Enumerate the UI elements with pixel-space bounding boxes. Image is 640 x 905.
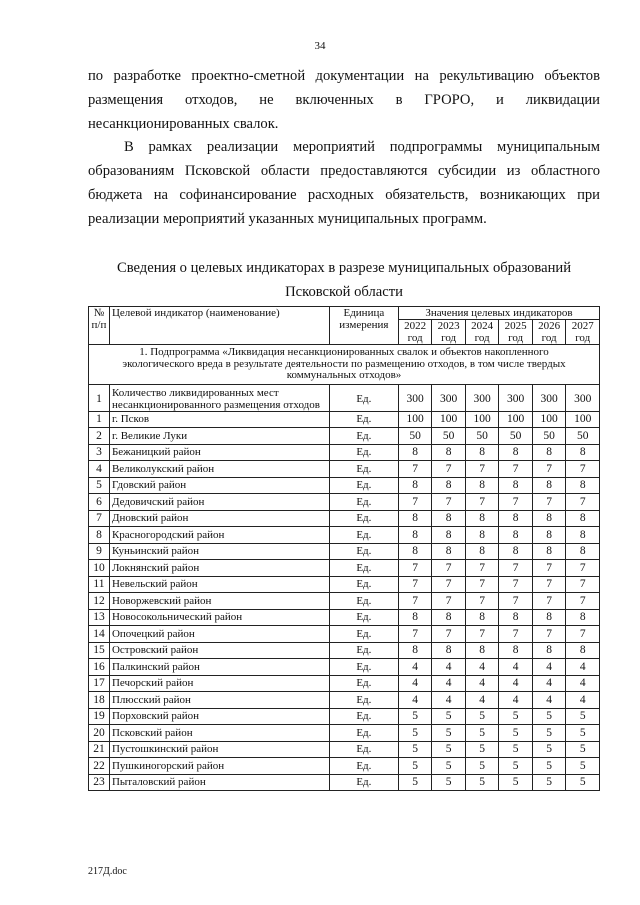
row-number: 2	[89, 428, 110, 445]
row-value: 5	[566, 708, 600, 725]
row-number: 13	[89, 609, 110, 626]
row-number: 14	[89, 626, 110, 643]
row-value: 5	[432, 708, 466, 725]
row-value: 7	[465, 593, 499, 610]
row-indicator: Опочецкий район	[109, 626, 329, 643]
row-unit: Ед.	[329, 477, 398, 494]
row-value: 7	[465, 461, 499, 478]
row-value: 4	[566, 692, 600, 709]
row-value: 4	[465, 659, 499, 676]
row-value: 7	[499, 494, 533, 511]
row-number: 17	[89, 675, 110, 692]
row-unit: Ед.	[329, 659, 398, 676]
row-indicator: Пыталовский район	[109, 774, 329, 791]
row-value: 7	[432, 576, 466, 593]
row-number: 23	[89, 774, 110, 791]
row-value: 4	[499, 692, 533, 709]
row-value: 300	[499, 384, 533, 411]
row-value: 4	[432, 692, 466, 709]
row-number: 3	[89, 444, 110, 461]
row-indicator: Новосокольнический район	[109, 609, 329, 626]
row-number: 15	[89, 642, 110, 659]
row-unit: Ед.	[329, 642, 398, 659]
table-row	[89, 725, 600, 742]
row-value: 7	[499, 461, 533, 478]
row-value: 5	[499, 708, 533, 725]
row-value: 100	[465, 411, 499, 428]
table-row	[89, 477, 600, 494]
row-value: 7	[432, 593, 466, 610]
row-value: 7	[432, 494, 466, 511]
row-value: 7	[465, 576, 499, 593]
row-value: 5	[465, 774, 499, 791]
row-value: 5	[465, 708, 499, 725]
row-value: 4	[532, 659, 566, 676]
row-value: 5	[465, 758, 499, 775]
row-value: 50	[499, 428, 533, 445]
row-value: 100	[566, 411, 600, 428]
row-indicator: Локнянский район	[109, 560, 329, 577]
row-value: 8	[398, 642, 432, 659]
row-value: 4	[432, 675, 466, 692]
row-value: 8	[499, 543, 533, 560]
row-indicator: Пустошкинский район	[109, 741, 329, 758]
row-value: 300	[398, 384, 432, 411]
row-value: 100	[499, 411, 533, 428]
row-value: 7	[532, 494, 566, 511]
table-row	[89, 774, 600, 791]
row-value: 7	[532, 461, 566, 478]
row-value: 5	[532, 758, 566, 775]
row-value: 5	[465, 741, 499, 758]
table-row	[89, 626, 600, 643]
row-value: 8	[566, 527, 600, 544]
row-number: 9	[89, 543, 110, 560]
row-value: 8	[398, 477, 432, 494]
row-value: 7	[465, 560, 499, 577]
row-value: 8	[499, 477, 533, 494]
table-row	[89, 758, 600, 775]
paragraph-1: по разработке проектно-сметной документации на рекультивацию объектов размещения отходов, не включенных в ГРОРО, и ликвидации несанкционированных свалок.	[88, 68, 600, 132]
row-unit: Ед.	[329, 510, 398, 527]
table-row	[89, 708, 600, 725]
row-value: 4	[532, 692, 566, 709]
row-value: 50	[432, 428, 466, 445]
row-value: 7	[465, 494, 499, 511]
table-row	[89, 675, 600, 692]
row-value: 8	[566, 609, 600, 626]
row-value: 7	[499, 560, 533, 577]
table-row	[89, 642, 600, 659]
row-value: 50	[532, 428, 566, 445]
row-number: 20	[89, 725, 110, 742]
row-value: 8	[499, 642, 533, 659]
row-value: 300	[566, 384, 600, 411]
row-value: 8	[398, 609, 432, 626]
row-value: 8	[566, 477, 600, 494]
row-value: 8	[465, 527, 499, 544]
table-row	[89, 692, 600, 709]
row-unit: Ед.	[329, 758, 398, 775]
row-value: 5	[532, 741, 566, 758]
row-value: 8	[566, 642, 600, 659]
row-unit: Ед.	[329, 461, 398, 478]
row-value: 4	[465, 675, 499, 692]
row-value: 7	[465, 626, 499, 643]
row-indicator: Плюсский район	[109, 692, 329, 709]
row-value: 7	[398, 576, 432, 593]
row-value: 8	[398, 510, 432, 527]
row-value: 8	[465, 477, 499, 494]
row-unit: Ед.	[329, 725, 398, 742]
row-number: 19	[89, 708, 110, 725]
row-value: 5	[566, 774, 600, 791]
row-value: 100	[532, 411, 566, 428]
row-value: 300	[465, 384, 499, 411]
row-value: 5	[432, 741, 466, 758]
row-unit: Ед.	[329, 576, 398, 593]
row-value: 7	[566, 560, 600, 577]
row-value: 5	[566, 758, 600, 775]
row-number: 22	[89, 758, 110, 775]
row-value: 8	[532, 609, 566, 626]
header-indicator: Целевой индикатор (наименование)	[109, 307, 329, 345]
row-value: 5	[398, 774, 432, 791]
table-row	[89, 411, 600, 428]
row-value: 8	[432, 543, 466, 560]
section-title: 1. Подпрограмма «Ликвидация несанкционированных свалок и объектов накопленного экологического вреда в результате деятельности по размещению отходов, в том числе твердых коммунальных отходов»	[89, 345, 600, 385]
row-value: 8	[465, 543, 499, 560]
table-row	[89, 659, 600, 676]
row-value: 4	[465, 692, 499, 709]
row-value: 5	[566, 725, 600, 742]
table-row	[89, 576, 600, 593]
row-value: 8	[398, 543, 432, 560]
file-name: 217Д.doc	[88, 866, 127, 877]
row-number: 8	[89, 527, 110, 544]
row-value: 5	[532, 725, 566, 742]
table-row	[89, 384, 600, 411]
row-value: 7	[566, 494, 600, 511]
row-indicator: Бежаницкий район	[109, 444, 329, 461]
row-number: 1	[89, 384, 110, 411]
table-row	[89, 461, 600, 478]
row-value: 7	[566, 626, 600, 643]
row-value: 8	[398, 527, 432, 544]
row-value: 5	[398, 725, 432, 742]
row-value: 5	[532, 774, 566, 791]
header-number: № п/п	[89, 307, 110, 345]
row-value: 8	[465, 642, 499, 659]
row-value: 8	[532, 543, 566, 560]
row-number: 16	[89, 659, 110, 676]
row-value: 5	[499, 741, 533, 758]
row-indicator: Невельский район	[109, 576, 329, 593]
row-unit: Ед.	[329, 774, 398, 791]
row-value: 5	[532, 708, 566, 725]
row-value: 5	[432, 774, 466, 791]
row-unit: Ед.	[329, 411, 398, 428]
row-value: 8	[566, 543, 600, 560]
row-number: 18	[89, 692, 110, 709]
row-value: 8	[566, 510, 600, 527]
row-value: 100	[432, 411, 466, 428]
row-number: 7	[89, 510, 110, 527]
row-value: 4	[432, 659, 466, 676]
table-row	[89, 741, 600, 758]
row-value: 5	[465, 725, 499, 742]
row-value: 300	[532, 384, 566, 411]
row-value: 8	[566, 444, 600, 461]
row-value: 8	[532, 642, 566, 659]
row-unit: Ед.	[329, 593, 398, 610]
row-number: 11	[89, 576, 110, 593]
row-value: 5	[398, 741, 432, 758]
row-value: 7	[432, 626, 466, 643]
row-value: 8	[499, 527, 533, 544]
row-value: 8	[432, 642, 466, 659]
row-value: 5	[566, 741, 600, 758]
row-unit: Ед.	[329, 692, 398, 709]
table-row	[89, 510, 600, 527]
table-row	[89, 593, 600, 610]
header-year: 2023 год	[432, 320, 466, 345]
row-value: 8	[532, 527, 566, 544]
row-indicator: Куньинский район	[109, 543, 329, 560]
table-row	[89, 560, 600, 577]
row-value: 4	[566, 659, 600, 676]
row-indicator: Пушкиногорский район	[109, 758, 329, 775]
row-unit: Ед.	[329, 560, 398, 577]
row-value: 7	[398, 626, 432, 643]
row-value: 4	[566, 675, 600, 692]
row-number: 12	[89, 593, 110, 610]
row-number: 5	[89, 477, 110, 494]
table-row	[89, 609, 600, 626]
row-value: 5	[432, 725, 466, 742]
row-unit: Ед.	[329, 626, 398, 643]
row-value: 5	[499, 774, 533, 791]
header-values: Значения целевых индикаторов	[398, 307, 599, 320]
row-indicator: Красногородский район	[109, 527, 329, 544]
row-indicator: Палкинский район	[109, 659, 329, 676]
row-indicator: Порховский район	[109, 708, 329, 725]
header-year: 2026 год	[532, 320, 566, 345]
row-value: 8	[499, 609, 533, 626]
row-indicator: Количество ликвидированных мест несанкционированного размещения отходов	[109, 384, 329, 411]
row-value: 8	[532, 477, 566, 494]
row-value: 4	[532, 675, 566, 692]
row-unit: Ед.	[329, 428, 398, 445]
row-value: 7	[432, 560, 466, 577]
row-unit: Ед.	[329, 609, 398, 626]
row-unit: Ед.	[329, 527, 398, 544]
row-value: 8	[432, 527, 466, 544]
row-value: 7	[499, 576, 533, 593]
row-value: 8	[532, 444, 566, 461]
row-value: 50	[566, 428, 600, 445]
row-indicator: Псковский район	[109, 725, 329, 742]
row-unit: Ед.	[329, 384, 398, 411]
row-unit: Ед.	[329, 444, 398, 461]
row-value: 4	[499, 675, 533, 692]
table-heading: Сведения о целевых индикаторах в разрезе муниципальных образований Псковской области	[116, 260, 572, 300]
row-indicator: г. Великие Луки	[109, 428, 329, 445]
row-indicator: Гдовский район	[109, 477, 329, 494]
row-number: 4	[89, 461, 110, 478]
row-value: 7	[566, 461, 600, 478]
row-number: 6	[89, 494, 110, 511]
row-value: 7	[566, 576, 600, 593]
row-value: 5	[398, 708, 432, 725]
row-value: 7	[532, 626, 566, 643]
row-value: 8	[432, 477, 466, 494]
row-unit: Ед.	[329, 741, 398, 758]
row-value: 7	[398, 461, 432, 478]
row-value: 7	[532, 560, 566, 577]
row-value: 7	[499, 593, 533, 610]
row-value: 100	[398, 411, 432, 428]
row-number: 1	[89, 411, 110, 428]
row-unit: Ед.	[329, 708, 398, 725]
indicators-table	[88, 306, 600, 791]
row-indicator: Дновский район	[109, 510, 329, 527]
row-value: 7	[432, 461, 466, 478]
page-number: 34	[314, 40, 326, 52]
row-value: 4	[398, 692, 432, 709]
row-value: 5	[499, 758, 533, 775]
row-value: 50	[398, 428, 432, 445]
row-value: 300	[432, 384, 466, 411]
row-value: 4	[398, 675, 432, 692]
row-value: 8	[532, 510, 566, 527]
row-indicator: г. Псков	[109, 411, 329, 428]
row-indicator: Печорский район	[109, 675, 329, 692]
row-unit: Ед.	[329, 543, 398, 560]
row-value: 7	[398, 560, 432, 577]
table-row	[89, 527, 600, 544]
header-year: 2025 год	[499, 320, 533, 345]
row-value: 7	[532, 593, 566, 610]
row-value: 5	[432, 758, 466, 775]
paragraph-2: В рамках реализации мероприятий подпрограммы муниципальным образованиям Псковской области предоставляются субсидии из областного бюджета на софинансирование расходных обязательств, возникающих при реализации мероприятий указанных муниципальных программ.	[88, 139, 600, 227]
row-value: 8	[465, 609, 499, 626]
table-row	[89, 428, 600, 445]
row-number: 21	[89, 741, 110, 758]
table-row	[89, 543, 600, 560]
header-year: 2024 год	[465, 320, 499, 345]
row-value: 8	[398, 444, 432, 461]
header-unit: Единица измерения	[329, 307, 398, 345]
row-value: 50	[465, 428, 499, 445]
row-value: 8	[432, 510, 466, 527]
row-value: 7	[398, 494, 432, 511]
row-value: 7	[566, 593, 600, 610]
row-value: 8	[465, 510, 499, 527]
row-value: 8	[432, 444, 466, 461]
row-value: 4	[499, 659, 533, 676]
row-unit: Ед.	[329, 494, 398, 511]
row-value: 8	[499, 510, 533, 527]
row-value: 7	[499, 626, 533, 643]
row-indicator: Дедовичский район	[109, 494, 329, 511]
row-number: 10	[89, 560, 110, 577]
row-value: 4	[398, 659, 432, 676]
header-year: 2027 год	[566, 320, 600, 345]
row-unit: Ед.	[329, 675, 398, 692]
header-year: 2022 год	[398, 320, 432, 345]
row-value: 5	[398, 758, 432, 775]
table-row	[89, 444, 600, 461]
row-indicator: Островский район	[109, 642, 329, 659]
row-value: 7	[398, 593, 432, 610]
row-value: 8	[432, 609, 466, 626]
row-indicator: Новоржевский район	[109, 593, 329, 610]
row-value: 5	[499, 725, 533, 742]
row-value: 8	[465, 444, 499, 461]
row-value: 8	[499, 444, 533, 461]
row-value: 7	[532, 576, 566, 593]
row-indicator: Великолукский район	[109, 461, 329, 478]
table-row	[89, 494, 600, 511]
